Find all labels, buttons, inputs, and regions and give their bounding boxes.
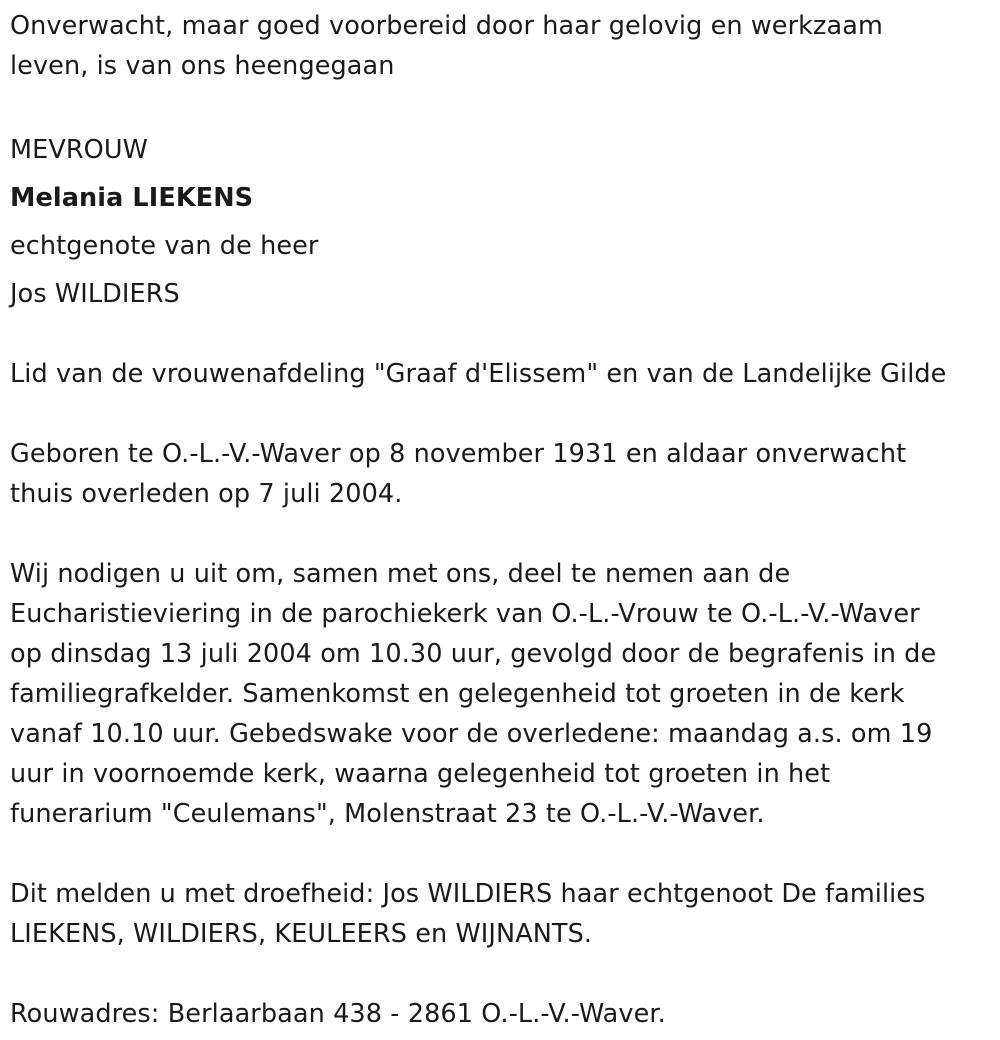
membership-paragraph: [10, 354, 990, 394]
birth-death-line-1: Geboren te O.-L.-V.-Waver op 8 november 1931 en aldaar onverwacht: [10, 439, 907, 469]
invitation-line-3: op dinsdag 13 juli 2004 om 10.30 uur, gevolgd door de begrafenis in de: [10, 639, 937, 669]
mourning-address: Rouwadres: Berlaarbaan 438 - 2861 O.-L.-V.-Waver.: [10, 999, 666, 1029]
deceased-name: Melania LIEKENS: [10, 183, 254, 213]
invitation-line-5: vanaf 10.10 uur. Gebedswake voor de overledene: maandag a.s. om 19: [10, 719, 933, 749]
birth-death-paragraph: [10, 434, 990, 514]
announcement-paragraph: [10, 874, 990, 954]
invitation-line-1: Wij nodigen u uit om, samen met ons, deel te nemen aan de: [10, 559, 791, 589]
address-paragraph: [10, 994, 990, 1034]
invitation-line-6: uur in voornoemde kerk, waarna gelegenheid tot groeten in het: [10, 759, 831, 789]
birth-death-line-2: thuis overleden op 7 juli 2004.: [10, 479, 403, 509]
announcement-line-1: Dit melden u met droefheid: Jos WILDIERS haar echtgenoot De families: [10, 879, 926, 909]
membership-line: Lid van de vrouwenafdeling "Graaf d'Elissem" en van de Landelijke Gilde: [10, 359, 947, 389]
invitation-line-7: funerarium "Ceulemans", Molenstraat 23 te O.-L.-V.-Waver.: [10, 799, 765, 829]
announcement-line-2: LIEKENS, WILDIERS, KEULEERS en WIJNANTS.: [10, 919, 593, 949]
spouse-name: Jos WILDIERS: [10, 279, 180, 309]
intro-paragraph: [10, 6, 990, 86]
invitation-paragraph: [10, 554, 990, 834]
deceased-block: [10, 126, 990, 318]
invitation-line-4: familiegrafkelder. Samenkomst en gelegenheid tot groeten in de kerk: [10, 679, 905, 709]
intro-line-1: Onverwacht, maar goed voorbereid door haar gelovig en werkzaam: [10, 11, 883, 41]
intro-line-2: leven, is van ons heengegaan: [10, 51, 395, 81]
invitation-line-2: Eucharistieviering in de parochiekerk van O.-L.-Vrouw te O.-L.-V.-Waver: [10, 599, 920, 629]
honorific-title: MEVROUW: [10, 135, 148, 165]
relation-text: echtgenote van de heer: [10, 231, 319, 261]
